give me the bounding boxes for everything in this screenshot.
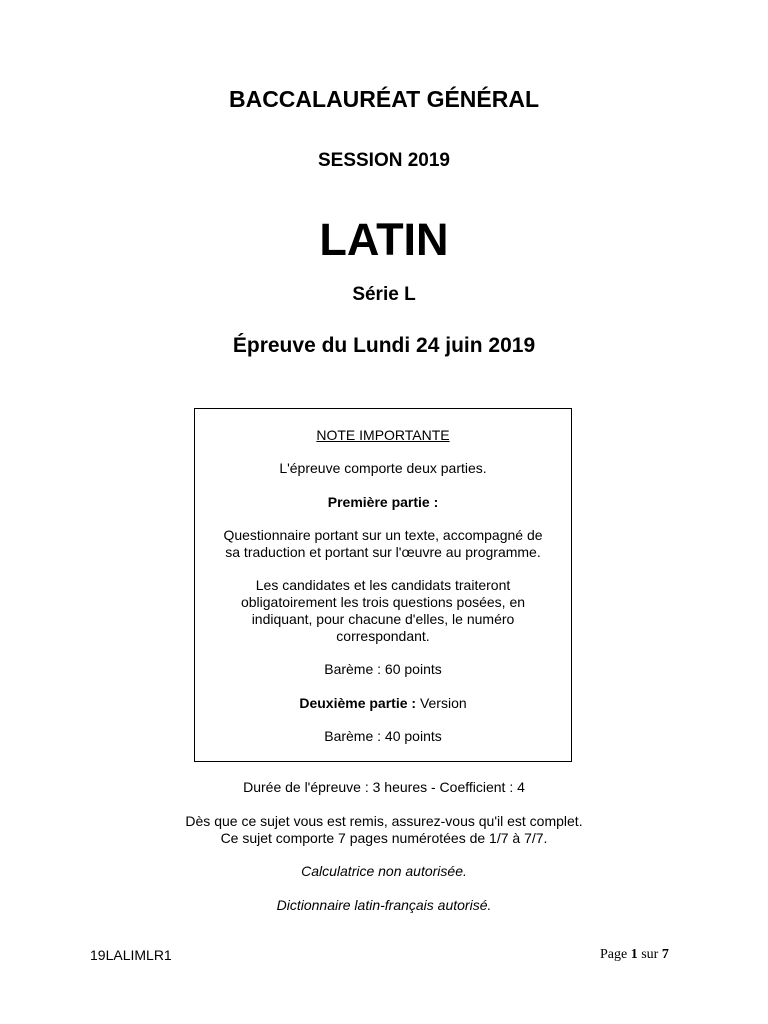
part1-instr-line-2: obligatoirement les trois questions posées, en <box>240 594 526 610</box>
exam-title: BACCALAURÉAT GÉNÉRAL <box>228 86 540 112</box>
session-title: SESSION 2019 <box>317 150 451 171</box>
part1-title: Première partie : <box>327 494 439 510</box>
subject-title: LATIN <box>319 214 449 265</box>
dictionary-note: Dictionnaire latin-français autorisé. <box>276 897 492 913</box>
note-title: NOTE IMPORTANTE <box>316 427 450 443</box>
exam-date: Épreuve du Lundi 24 juin 2019 <box>232 334 536 357</box>
note-intro: L'épreuve comporte deux parties. <box>279 460 487 476</box>
page-word: Page <box>600 947 628 962</box>
check-line-2: Ce sujet comporte 7 pages numérotées de 1/7 à 7/7. <box>220 830 548 846</box>
subject-code: 19LALIMLR1 <box>90 947 172 963</box>
part2-desc: Version <box>419 695 467 711</box>
page-of: sur <box>641 947 659 962</box>
part2-points: Barème : 40 points <box>324 728 442 744</box>
part1-instr-line-3: indiquant, pour chacune d'elles, le numéro <box>251 611 515 627</box>
important-note-box <box>194 408 572 762</box>
part2-title: Deuxième partie : <box>299 695 417 711</box>
page-total: 7 <box>661 947 669 962</box>
part1-instr-line-1: Les candidates et les candidats traiteront <box>255 577 511 593</box>
duration-info: Durée de l'épreuve : 3 heures - Coefficient : 4 <box>243 779 525 795</box>
page-current: 1 <box>630 947 638 962</box>
series-title: Série L <box>352 284 416 305</box>
part1-instr-line-4: correspondant. <box>336 628 430 644</box>
calculator-note: Calculatrice non autorisée. <box>301 863 467 879</box>
part2-line <box>195 695 571 712</box>
check-line-1: Dès que ce sujet vous est remis, assurez-vous qu'il est complet. <box>185 813 583 829</box>
part1-desc-line-2: sa traduction et portant sur l'œuvre au programme. <box>225 544 541 560</box>
part1-desc-line-1: Questionnaire portant sur un texte, accompagné de <box>223 527 543 543</box>
part1-points: Barème : 60 points <box>324 661 442 677</box>
page-number <box>600 947 669 963</box>
